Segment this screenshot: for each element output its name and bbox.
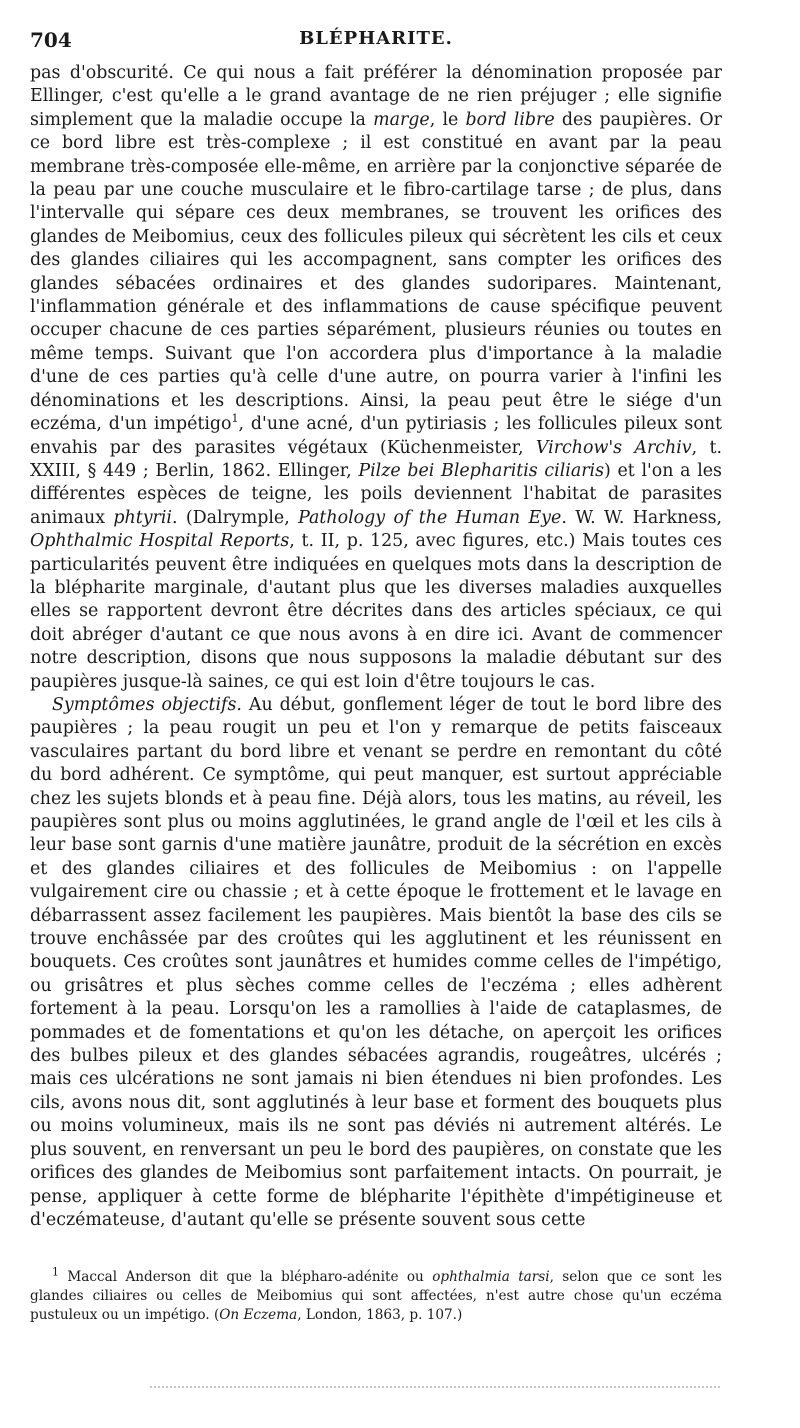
book-page <box>30 28 722 1408</box>
running-head: BLÉPHARITE. <box>299 28 453 49</box>
text-run: , selon que ce sont les glandes ciliaires ou celles de Meibomius qui sont affectées, n'est autre chose qu'un eczéma pustuleux ou un impétigo. ( <box>30 1269 722 1323</box>
italic-run: phtyrii <box>113 507 172 528</box>
italic-run: ophthalmia tarsi <box>432 1269 550 1285</box>
text-run: des paupières. Or ce bord libre est très-complexe ; il est constitué en avant par la peau membrane très-composée elle-même, en arrière par la conjonctive séparée de la peau par une couche musculaire et le fibro-cartilage tarse ; de plus, dans l'intervalle qui sépare ces deux membranes, se trouvent les orifices des glandes de Meibomius, ceux des follicules pileux qui sécrètent les cils et ceux des glandes ciliaires qui les accompagnent, sans compter les orifices des glandes sébacées ordinaires et des glandes sudoripares. Maintenant, l'inflammation générale et des inflammations de cause spécifique peuvent occuper chacune de ces parties séparément, plusieurs réunies ou toutes en même temps. Suivant que l'on accordera plus d'importance à la maladie d'une de ces parties qu'à celle d'une autre, on pourra varier à l'infini les dénominations et les descriptions. Ainsi, la peau peut être le siége d'un eczéma, d'un impétigo <box>30 109 722 435</box>
page-header <box>30 28 722 62</box>
text-run: , t. II, p. 125, avec figures, etc.) Mais toutes ces particularités peuvent être indiquées en quelques mots dans la description de la blépharite marginale, d'autant plus que les diverses maladies auxquelles elles se rapportent devront être décrites dans des articles spéciaux, ce qui doit abréger d'autant ce que nous avons à en dire ici. Avant de commencer notre description, disons que nous supposons la maladie débutant sur des paupières jusque-là saines, ce qui est loin d'être toujours le cas. <box>30 531 722 692</box>
italic-run: bord libre <box>465 109 555 130</box>
text-run: , London, 1863, p. 107.) <box>297 1307 463 1323</box>
text-run: pas d'obscurité. Ce qui nous a fait préférer la dénomination proposée par Ellinger, c'est qu'elle a le grand avantage de ne rien préjuger ; elle signifie simplement que la maladie occupe la <box>30 63 722 130</box>
paragraph-1 <box>30 62 722 694</box>
italic-run: Pathology of the Human Eye <box>298 507 562 528</box>
italic-run: marge <box>373 109 430 130</box>
footnote-1 <box>30 1265 722 1325</box>
page-number: 704 <box>30 28 72 52</box>
text-run: Maccal Anderson dit que la blépharo-adénite ou <box>59 1269 433 1285</box>
paragraph-2 <box>30 694 722 1232</box>
footnotes <box>30 1265 722 1325</box>
bleed-through-line <box>150 1386 720 1388</box>
body-text <box>30 62 722 1232</box>
footnote-number: 1 <box>52 1265 59 1279</box>
text-run: , t. XXIII, § 449 ; Berlin, 1862. Ellinger, <box>30 437 723 481</box>
text-run: Au début, gonflement léger de tout le bord libre des paupières ; la peau rougit un peu et l'on y remarque de petits faisceaux vasculaires partant du bord libre et venant se perdre en remontant du côté du bord adhérent. Ce symptôme, qui peut manquer, est surtout appréciable chez les sujets blonds et à peau fine. Déjà alors, tous les matins, au réveil, les paupières sont plus ou moins agglutinées, le grand angle de l'œil et les cils à leur base sont garnis d'une matière jaunâtre, produit de la sécrétion en excès et des glandes ciliaires et des follicules de Meibomius : on l'appelle vulgairement cire ou chassie ; et à cette époque le frottement et le lavage en débarrassent assez facilement les paupières. Mais bientôt la base des cils se trouve enchâssée par des croûtes qui les agglutinent et les réunissent en bouquets. Ces croûtes sont jaunâtres et humides comme celles de l'impétigo, ou grisâtres et plus sèches comme celles de l'eczéma ; elles adhèrent fortement à la peau. Lorsqu'on les a ramollies à l'aide de cataplasmes, de pommades et de fomentations et qu'on les détache, on aperçoit les orifices des bulbes pileux et des glandes sébacées agrandis, rougeâtres, ulcérés ; mais ces ulcérations ne sont jamais ni bien étendues ni bien profondes. Les cils, avons nous dit, sont agglutinés à leur base et forment des bouquets plus ou moins volumineux, mais ils ne sont pas déviés ni autrement altérés. Le plus souvent, en renversant un peu le bord des paupières, on constate que les orifices des glandes de Meibomius sont parfaitement intacts. On pourrait, je pense, appliquer à cette forme de blépharite l'épithète d'impétigineuse et d'eczémateuse, d'autant qu'elle se présente souvent sous cette <box>30 694 722 1230</box>
italic-run: On Eczema <box>219 1307 298 1323</box>
italic-run: Ophthalmic Hospital Reports <box>30 531 290 552</box>
footnote-marker: 1 <box>231 412 239 426</box>
section-heading-italic: Symptômes objectifs. <box>52 694 242 715</box>
text-run: . (Dalrymple, <box>172 507 299 528</box>
text-run: , le <box>429 109 466 130</box>
italic-run: Virchow's Archiv <box>535 437 692 458</box>
text-run: , d'une acné, d'un pytiriasis ; les follicules pileux sont envahis par des parasites végétaux (Küchenmeister, <box>30 414 723 458</box>
italic-run: Pilze bei Blepharitis ciliaris <box>358 460 605 481</box>
text-run: ) et l'on a les différentes espèces de teigne, les poils deviennent l'habitat de parasites animaux <box>30 460 722 528</box>
text-run: . W. W. Harkness, <box>561 507 723 528</box>
